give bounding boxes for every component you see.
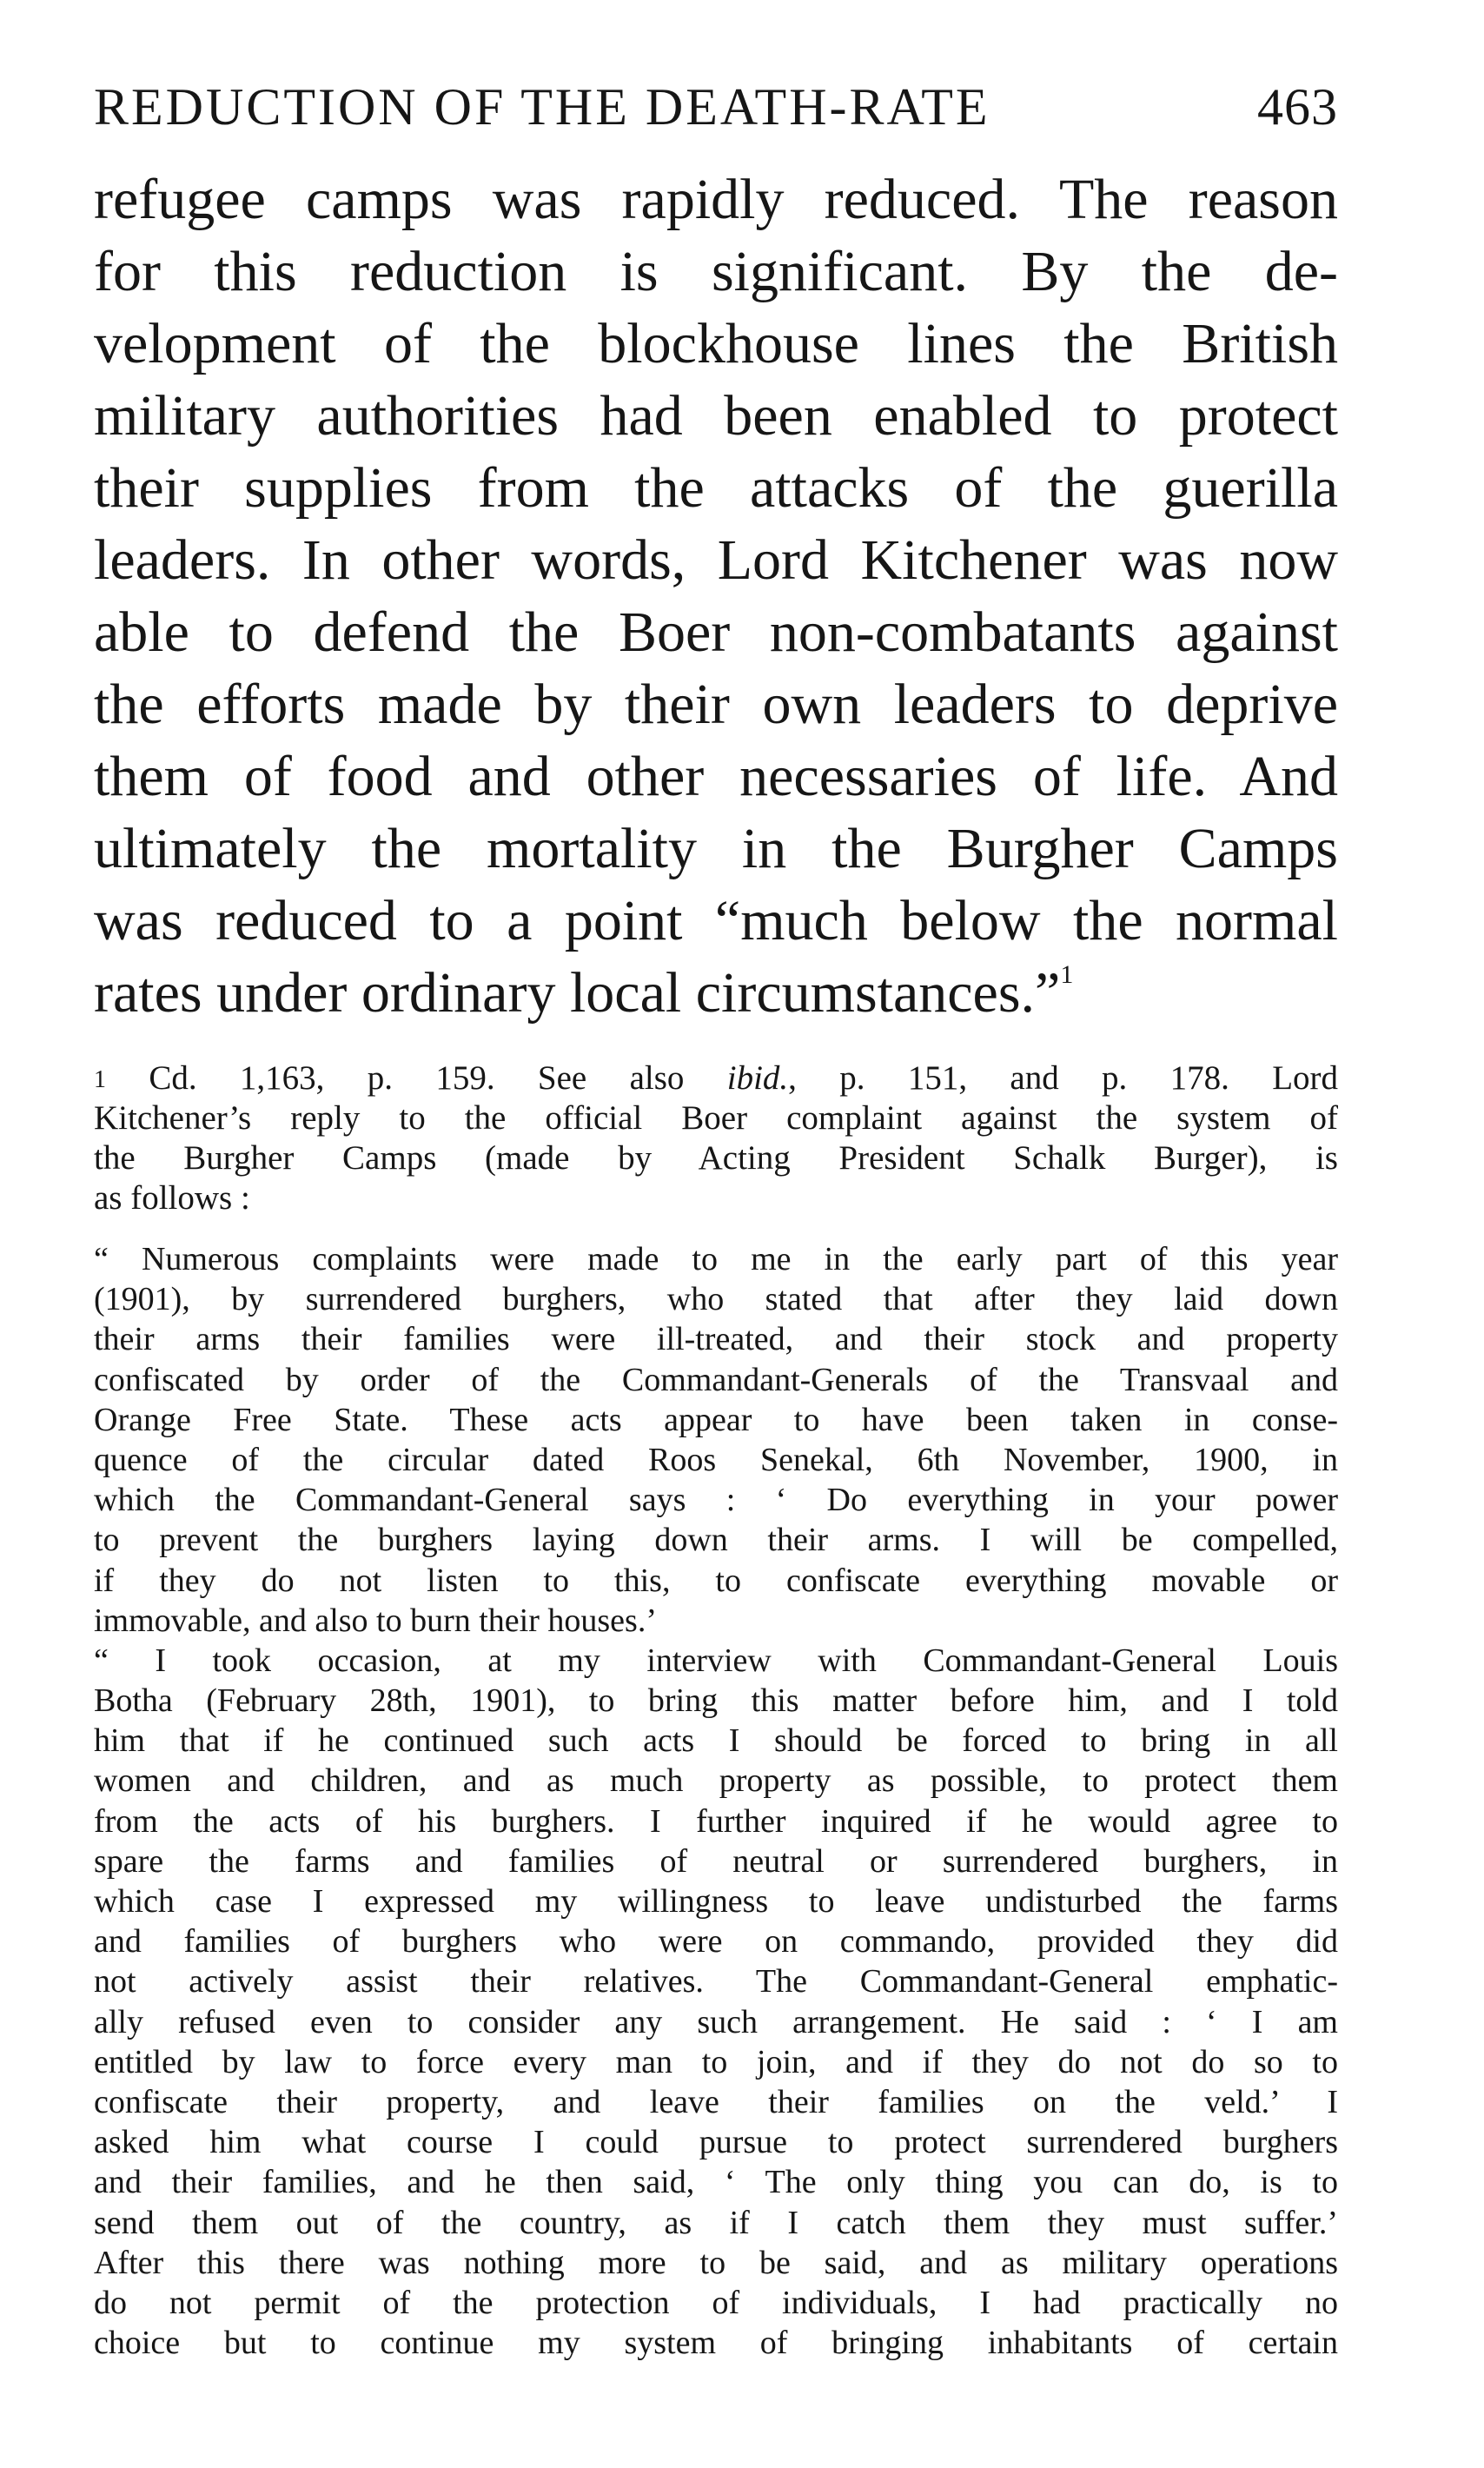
quote-line: Botha (February 28th, 1901), to bring this matter before him, and I told [94, 1682, 1338, 1720]
main-line-last [94, 957, 1338, 1029]
quote-line: and families of burghers who were on commando, provided they did [94, 1923, 1338, 1960]
main-line: refugee camps was rapidly reduced. The reason [94, 168, 1338, 231]
quote-line: women and children, and as much property as possible, to protect them [94, 1762, 1338, 1800]
main-line: the efforts made by their own leaders to deprive [94, 673, 1338, 736]
quote-line: confiscated by order of the Commandant-Generals of the Transvaal and [94, 1361, 1338, 1398]
running-head [94, 76, 1338, 137]
quote-line: to prevent the burghers laying down their arms. I will be compelled, [94, 1522, 1338, 1559]
quote-line: send them out of the country, as if I catch them they must suffer.’ [94, 2204, 1338, 2241]
quote-line: “ Numerous complaints were made to me in the early part of this year [94, 1241, 1338, 1277]
quote-line: quence of the circular dated Roos Senekal, 6th November, 1900, in [94, 1441, 1338, 1478]
quote-line: their arms their families were ill-treated, and their stock and property [94, 1321, 1338, 1358]
footnote-line: Kitchener’s reply to the official Boer complaint against the system of [94, 1099, 1338, 1137]
quote-line: if they do not listen to this, to confiscate everything movable or [94, 1562, 1338, 1599]
main-line: was reduced to a point “much below the normal [94, 889, 1338, 952]
quote-line: do not permit of the protection of individuals, I had practically no [94, 2284, 1338, 2321]
footnote [94, 1058, 1338, 1218]
main-line: leaders. In other words, Lord Kitchener was now [94, 528, 1338, 592]
quote-line: “ I took occasion, at my interview with Commandant-General Louis [94, 1642, 1338, 1679]
quote-line: spare the farms and families of neutral or surrendered burghers, in [94, 1842, 1338, 1880]
footnote-number: 1 [94, 1066, 106, 1093]
quote-line: which the Commandant-General says : ‘ Do everything in your power [94, 1482, 1338, 1519]
footnote-line [94, 1058, 1338, 1098]
main-line: them of food and other necessaries of life. And [94, 745, 1338, 808]
main-line: their supplies from the attacks of the guerilla [94, 456, 1338, 520]
quote-line: him that if he continued such acts I should be forced to bring in all [94, 1722, 1338, 1760]
main-line: military authorities had been enabled to protect [94, 384, 1338, 448]
footnote-citation-rest: , p. 151, and p. 178. Lord [788, 1059, 1339, 1097]
running-head-title: REDUCTION OF THE DEATH-RATE [94, 78, 990, 136]
main-line: able to defend the Boer non-combatants against [94, 600, 1338, 664]
footnote-ibid: ibid. [726, 1059, 789, 1097]
quote-line: immovable, and also to burn their houses.’ [94, 1602, 657, 1639]
block-quote [94, 1239, 1338, 2363]
quote-line: After this there was nothing more to be said, and as military operations [94, 2244, 1338, 2281]
quote-line: (1901), by surrendered burghers, who stated that after they laid down [94, 1281, 1338, 1318]
quote-line: asked him what course I could pursue to protect surrendered burghers [94, 2124, 1338, 2161]
main-line-text: rates under ordinary local circumstances.” [94, 961, 1061, 1025]
footnote-marker: 1 [1060, 960, 1074, 989]
quote-line: choice but to continue my system of bringing inhabitants of certain [94, 2325, 1338, 2362]
quote-line: and their families, and he then said, ‘ The only thing you can do, is to [94, 2164, 1338, 2201]
quote-line: from the acts of his burghers. I further inquired if he would agree to [94, 1802, 1338, 1840]
footnote-line: as follows : [94, 1179, 250, 1217]
quote-line: Orange Free State. These acts appear to have been taken in conse- [94, 1401, 1338, 1438]
quote-line: which case I expressed my willingness to leave undisturbed the farms [94, 1883, 1338, 1920]
quote-line: ally refused even to consider any such arrangement. He said : ‘ I am [94, 2003, 1338, 2040]
main-line: velopment of the blockhouse lines the British [94, 312, 1338, 375]
quote-line: confiscate their property, and leave their families on the veld.’ I [94, 2083, 1338, 2120]
quote-line: not actively assist their relatives. The Commandant-General emphatic- [94, 1963, 1338, 2000]
footnote-line: the Burgher Camps (made by Acting President Schalk Burger), is [94, 1139, 1338, 1177]
main-paragraph [94, 163, 1338, 1029]
main-line: ultimately the mortality in the Burgher Camps [94, 817, 1338, 880]
page-number: 463 [1257, 78, 1338, 136]
footnote-citation: Cd. 1,163, p. 159. See also [149, 1059, 727, 1097]
main-line: for this reduction is significant. By the de- [94, 240, 1338, 303]
quote-line: entitled by law to force every man to join, and if they do not do so to [94, 2043, 1338, 2080]
